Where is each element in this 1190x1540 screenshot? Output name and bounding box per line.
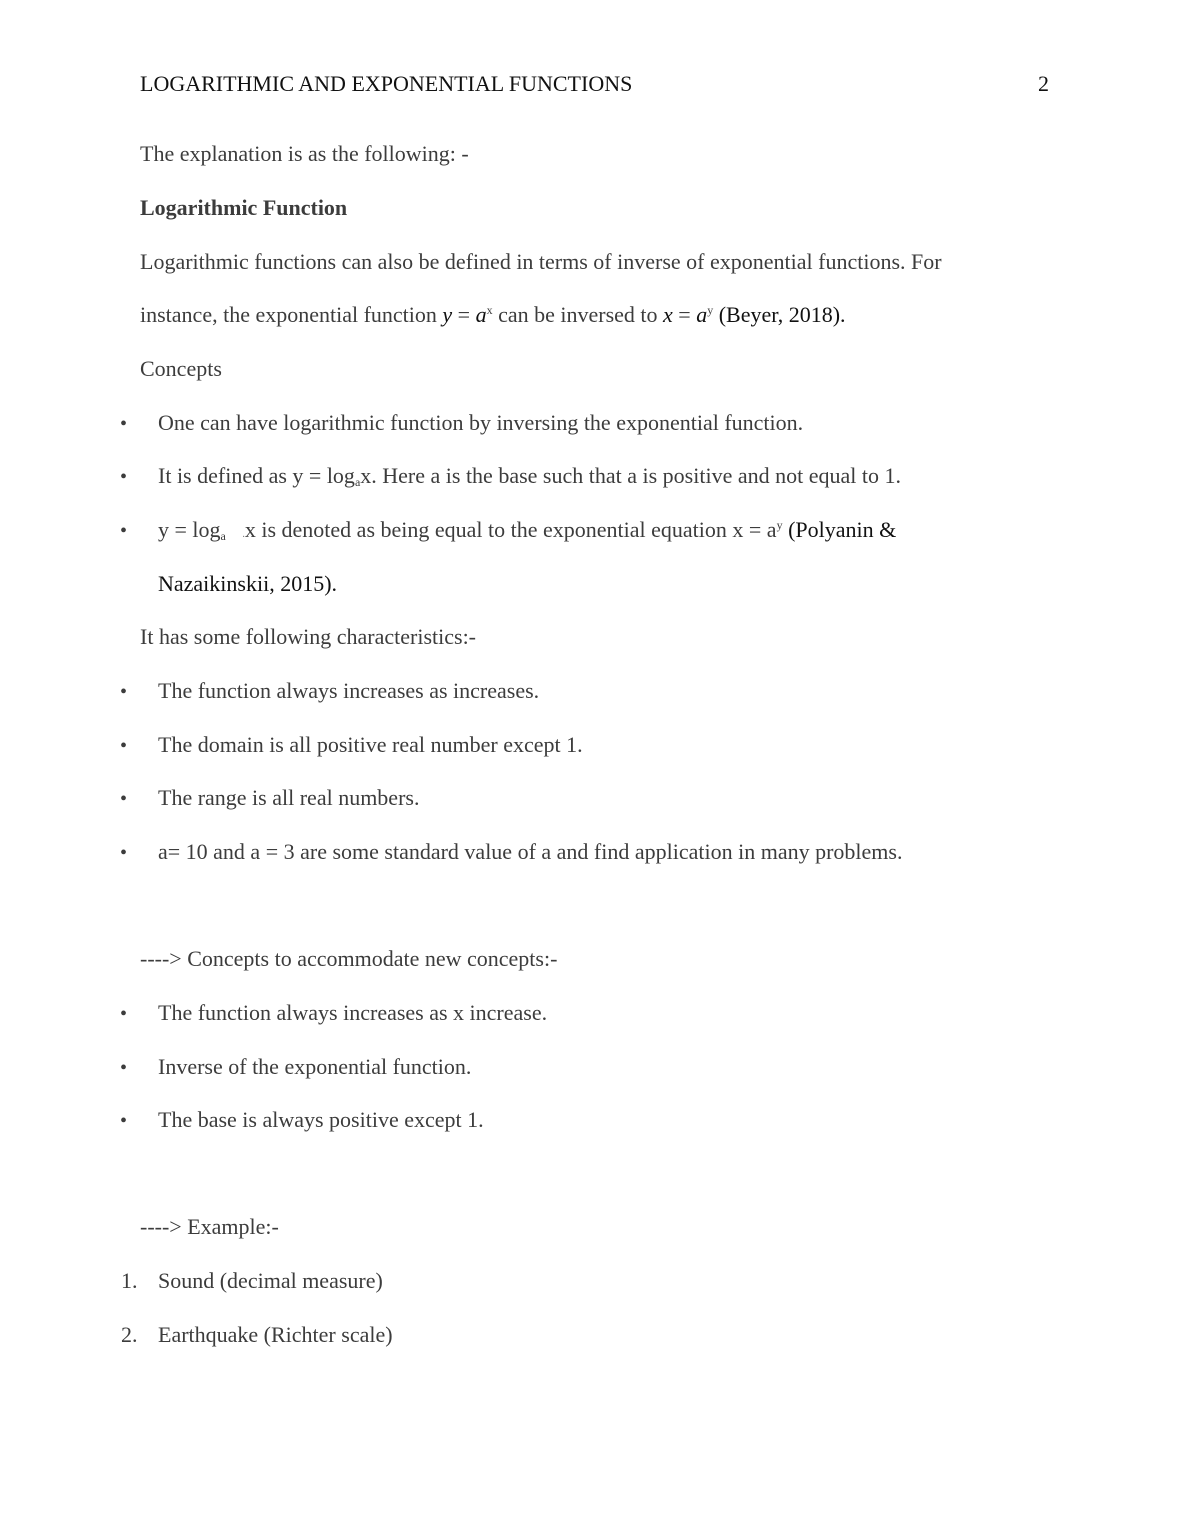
concept-text: x. Here a is the base such that a is positive and not equal to 1. [360,463,901,488]
log-base-subscript: a [220,529,226,543]
characteristics-label: It has some following characteristics:- [140,624,477,649]
characteristic-item: The function always increases as increases. [158,678,540,703]
concept-text: y = log [158,517,221,542]
bullet-icon: • [120,1110,128,1132]
example-item: Sound (decimal measure) [158,1268,383,1293]
concept-text: x is denoted as being equal to the exponential equation x = a [244,517,777,542]
concept-item-3-continued: Nazaikinskii, 2015). [158,571,338,596]
bullet-icon: • [120,520,128,542]
list-number: 1. [121,1268,138,1293]
paragraph-text: can be inversed to [492,302,664,327]
bullet-icon: • [120,1057,128,1079]
example-item: Earthquake (Richter scale) [158,1322,393,1347]
paragraph-text: instance, the exponential function [140,302,443,327]
math-variable-a: a [475,302,487,327]
concept-text: It is defined as y = log [158,463,355,488]
concepts-label: Concepts [140,356,222,381]
characteristic-item: a= 10 and a = 3 are some standard value of a and find application in many problems. [158,839,903,864]
math-exponent-y: y [776,518,783,532]
math-exponent-y: y [707,303,714,317]
concept-item-3 [158,516,896,549]
math-equals: = [452,302,476,327]
bullet-icon: • [120,735,128,757]
math-exponent-x: x [486,303,493,317]
accommodate-item: The base is always positive except 1. [158,1107,484,1132]
math-variable-x: x [663,302,673,327]
stray-dot: . [242,529,245,540]
characteristic-item: The domain is all positive real number except 1. [158,732,583,757]
page-number: 2 [1038,71,1049,96]
running-header-title: LOGARITHMIC AND EXPONENTIAL FUNCTIONS [140,71,633,96]
list-number: 2. [121,1322,138,1347]
bullet-icon: • [120,413,128,435]
math-equals: = [672,302,697,327]
example-label: ----> Example:- [140,1214,279,1239]
bullet-icon: • [120,466,128,488]
math-variable-y: y [442,302,453,327]
characteristic-item: The range is all real numbers. [158,785,420,810]
math-variable-a: a [696,302,708,327]
accommodate-label: ----> Concepts to accommodate new concepts:- [140,946,558,971]
log-base-subscript: a [354,475,361,489]
accommodate-item: The function always increases as x increase. [158,1000,548,1025]
intro-text: The explanation is as the following: - [140,141,469,166]
citation: (Polyanin & [782,517,897,542]
accommodate-item: Inverse of the exponential function. [158,1054,472,1079]
bullet-icon: • [120,1003,128,1025]
bullet-icon: • [120,788,128,810]
concept-item-1: One can have logarithmic function by inversing the exponential function. [158,410,804,435]
paragraph-line-1: Logarithmic functions can also be defined in terms of inverse of exponential functions. For [140,249,942,274]
citation: (Beyer, 2018). [713,302,846,327]
bullet-icon: • [120,842,128,864]
bullet-icon: • [120,681,128,703]
paragraph-line-2 [140,301,846,329]
section-heading: Logarithmic Function [140,195,348,220]
concept-item-2 [158,462,901,490]
